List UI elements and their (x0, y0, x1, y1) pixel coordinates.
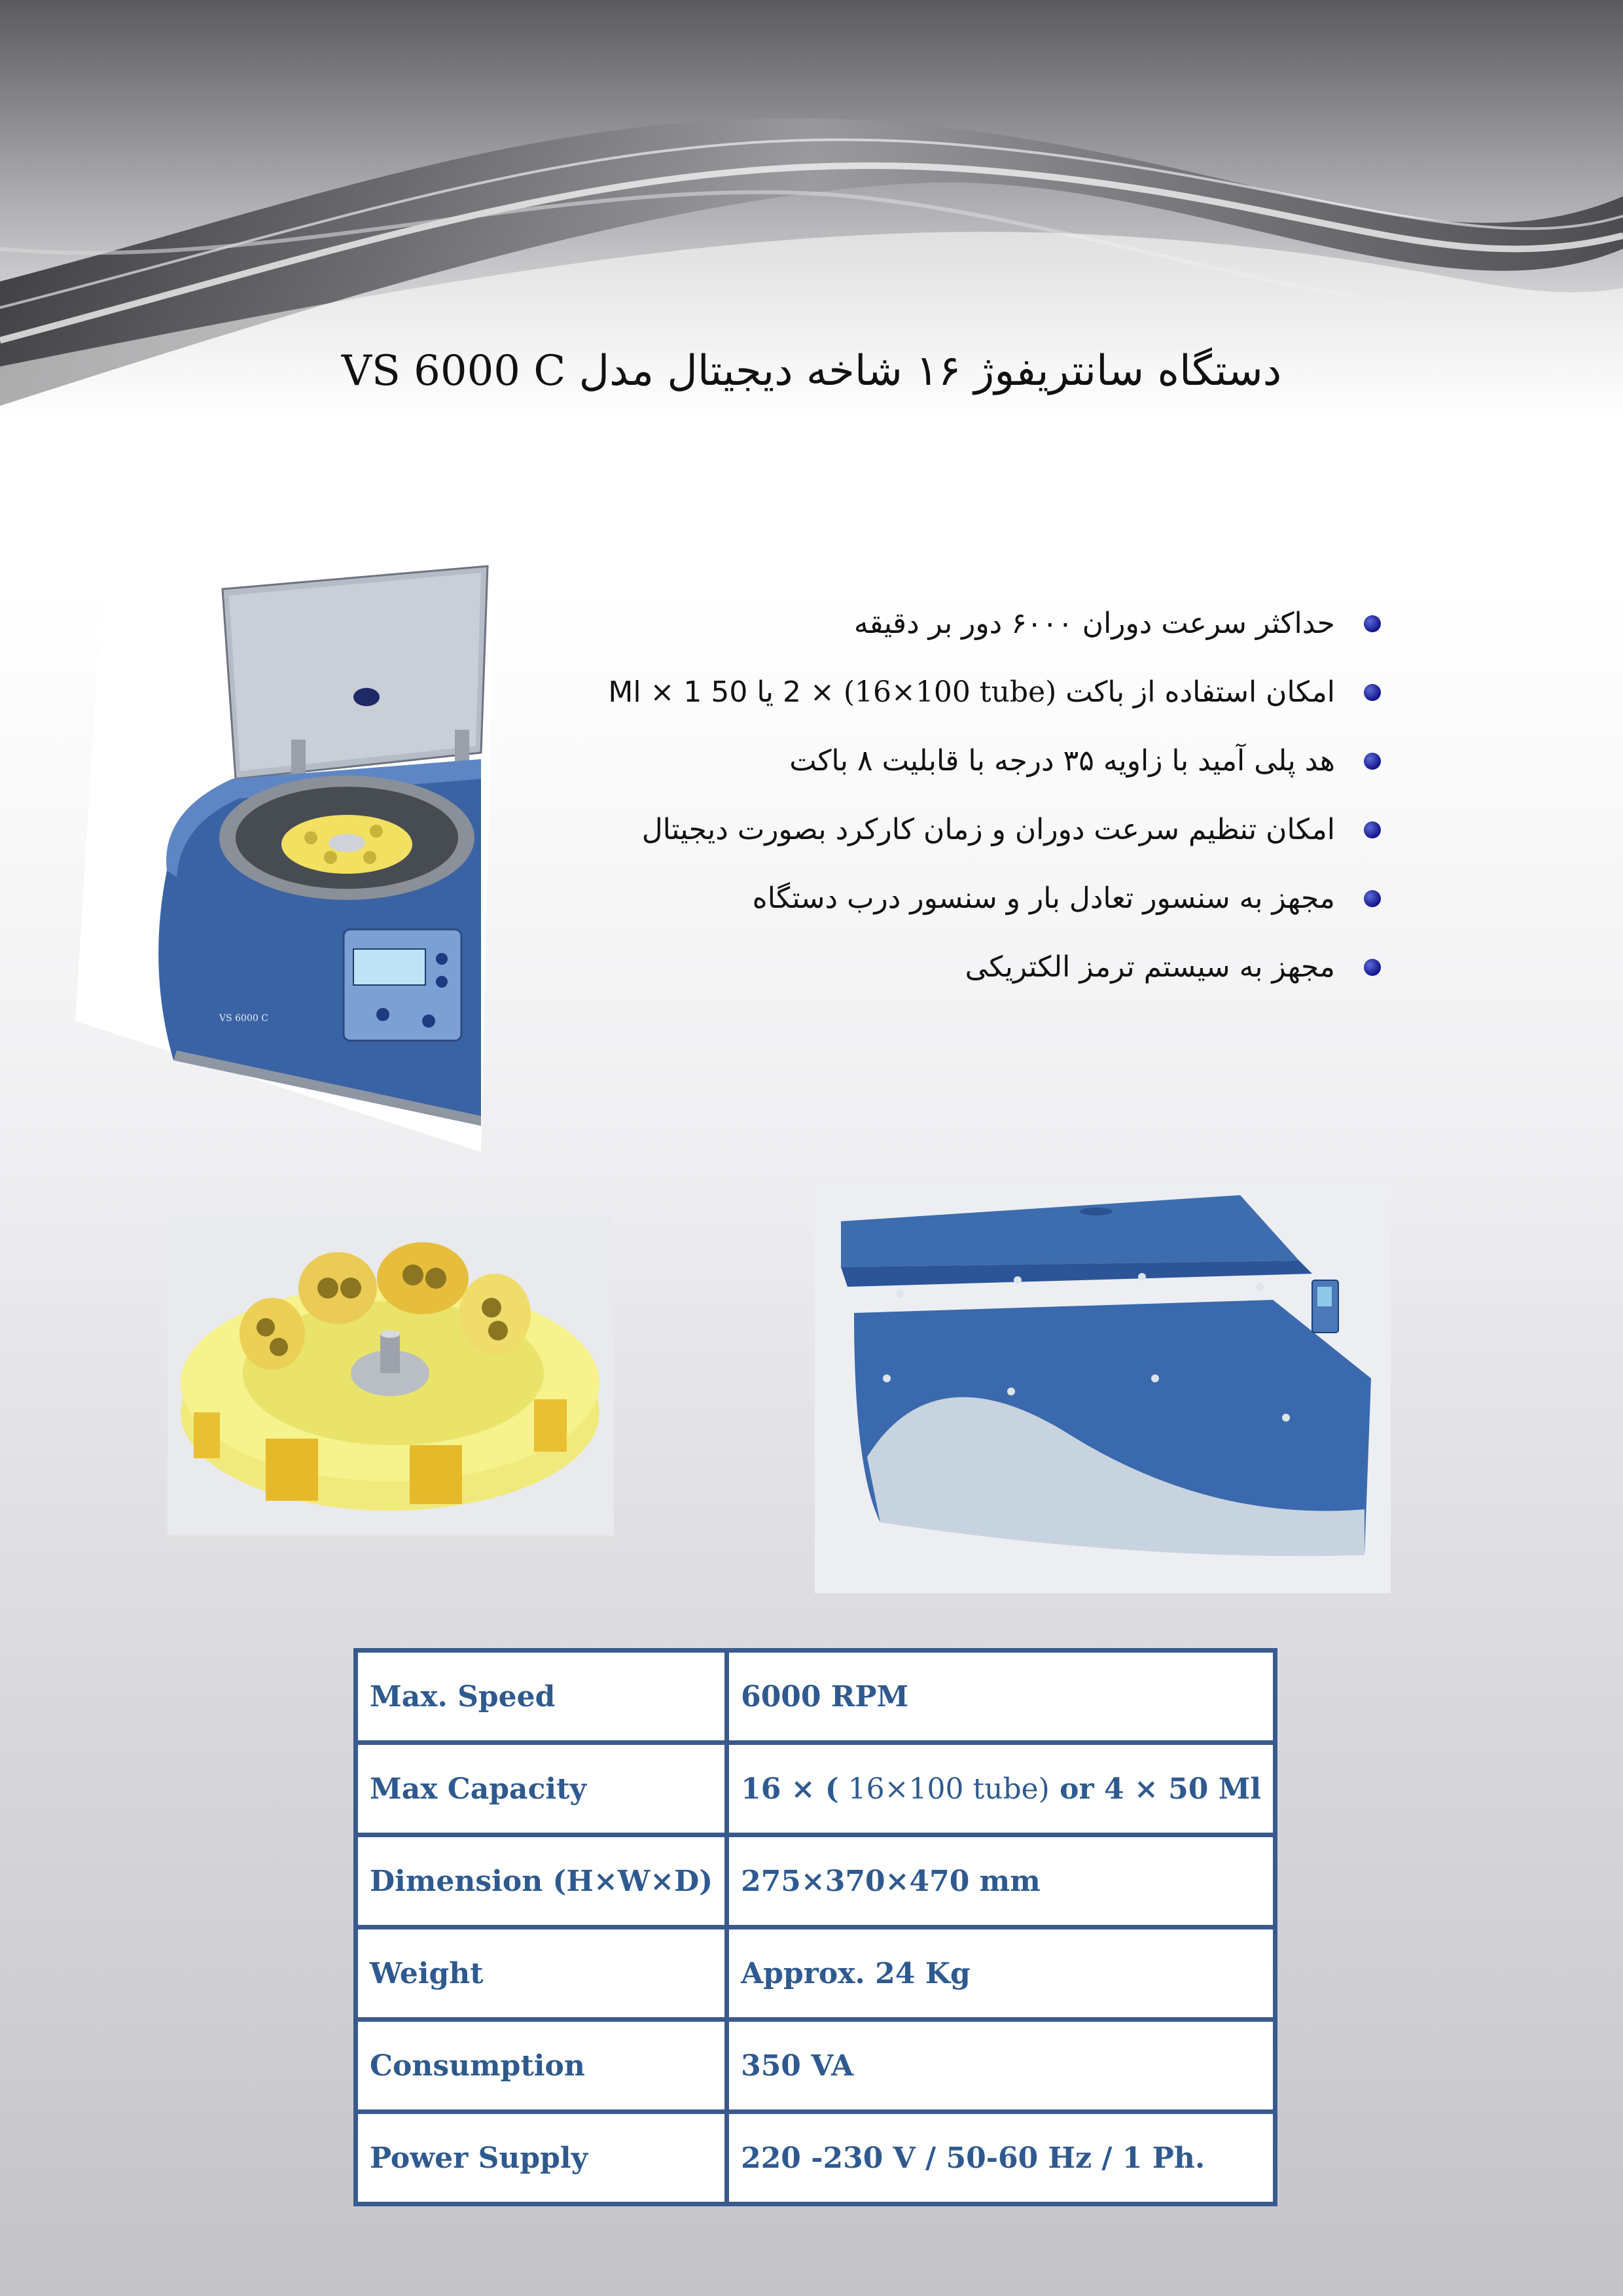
feature-text: امکان استفاده از باکت (16×100 tube) × 2 یا 50 Ml × 1 (608, 675, 1335, 709)
feature-item (465, 864, 1381, 933)
table-row (356, 2020, 1275, 2112)
spec-label: Dimension (H×W×D) (356, 1835, 727, 1928)
feature-item (465, 933, 1381, 1001)
spec-label: Consumption (356, 2020, 727, 2112)
feature-item (465, 795, 1381, 864)
spec-label: Power Supply (356, 2112, 727, 2204)
spec-value: 16 × ( 16×100 tube) or 4 × 50 Ml (727, 1743, 1275, 1835)
spec-value: 220 -230 V / 50-60 Hz / 1 Ph. (727, 2112, 1275, 2204)
spec-value: 6000 RPM (727, 1651, 1275, 1743)
feature-text: امکان تنظیم سرعت دوران و زمان کارکرد بصورت دیجیتال (641, 813, 1335, 846)
feature-text: مجهز به سنسور تعادل بار و سنسور درب دستگاه (752, 882, 1335, 915)
model-name: VS 6000 C (341, 347, 566, 395)
centrifuge-open-image (62, 563, 507, 1152)
feature-text: مجهز به سیستم ترمز الکتریکی (965, 950, 1335, 984)
spec-table (353, 1648, 1277, 2206)
spec-label: Max. Speed (356, 1651, 727, 1743)
bullet-icon (1364, 684, 1381, 701)
spec-label: Max Capacity (356, 1743, 727, 1835)
feature-item (465, 589, 1381, 658)
feature-item (465, 658, 1381, 726)
page-title (0, 347, 1623, 395)
centrifuge-closed-image (815, 1182, 1391, 1593)
bullet-icon (1364, 615, 1381, 632)
feature-list (465, 589, 1381, 1001)
table-row (356, 1835, 1275, 1928)
rotor-image (168, 1216, 614, 1535)
table-row (356, 1651, 1275, 1743)
spec-value: Approx. 24 Kg (727, 1928, 1275, 2020)
device-label: VS 6000 C (219, 1013, 268, 1024)
spec-value: 350 VA (727, 2020, 1275, 2112)
bullet-icon (1364, 753, 1381, 770)
bullet-icon (1364, 821, 1381, 838)
spec-value: 275×370×470 mm (727, 1835, 1275, 1928)
bullet-icon (1364, 890, 1381, 907)
feature-text: حداکثر سرعت دوران ۶۰۰۰ دور بر دقیقه (853, 607, 1335, 640)
bullet-icon (1364, 959, 1381, 976)
table-row (356, 2112, 1275, 2204)
table-row (356, 1928, 1275, 2020)
spec-label: Weight (356, 1928, 727, 2020)
feature-text: هد پلی آمید با زاویه ۳۵ درجه با قابلیت ۸ باکت (789, 744, 1335, 778)
feature-item (465, 726, 1381, 795)
title-persian: دستگاه سانتریفوژ ۱۶ شاخه دیجیتال مدل (579, 347, 1282, 395)
table-row (356, 1743, 1275, 1835)
